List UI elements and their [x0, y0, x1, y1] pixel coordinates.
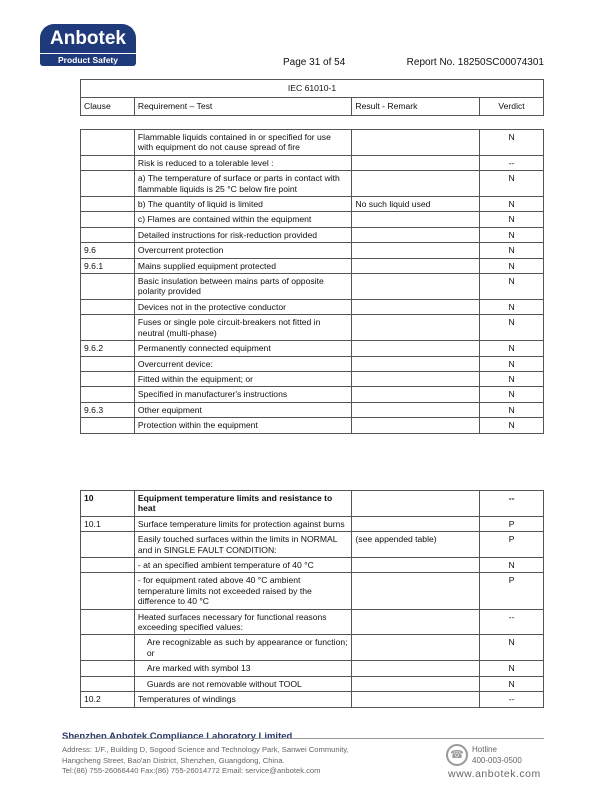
result-cell: [352, 402, 480, 417]
verdict-cell: N: [480, 418, 544, 433]
table-row: [81, 609, 544, 635]
verdict-cell: N: [480, 130, 544, 156]
verdict-cell: N: [480, 558, 544, 573]
requirement-cell: Are marked with symbol 13: [134, 661, 352, 676]
verdict-cell: P: [480, 532, 544, 558]
clause-cell: [81, 274, 135, 300]
clause-cell: 9.6.3: [81, 402, 135, 417]
requirement-cell: Specified in manufacturer's instructions: [134, 387, 352, 402]
verdict-cell: N: [480, 635, 544, 661]
col-requirement: Requirement – Test: [134, 98, 351, 116]
requirement-cell: Protection within the equipment: [134, 418, 352, 433]
requirement-cell: Mains supplied equipment protected: [134, 258, 352, 273]
verdict-cell: N: [480, 299, 544, 314]
clause-cell: 10.1: [81, 516, 135, 531]
result-cell: [352, 274, 480, 300]
clause-cell: [81, 197, 135, 212]
requirement-cell: Other equipment: [134, 402, 352, 417]
result-cell: [352, 676, 480, 691]
table-row: [81, 130, 544, 156]
page-number: Page 31 of 54: [283, 57, 346, 68]
result-cell: No such liquid used: [352, 197, 480, 212]
result-cell: [352, 387, 480, 402]
table-row: [81, 491, 544, 517]
result-cell: [352, 315, 480, 341]
table-row: [81, 371, 544, 386]
requirement-cell: Detailed instructions for risk-reduction provided: [134, 227, 352, 242]
result-cell: [352, 130, 480, 156]
result-cell: [352, 212, 480, 227]
result-cell: [352, 299, 480, 314]
result-cell: [352, 155, 480, 170]
verdict-cell: N: [480, 387, 544, 402]
verdict-cell: N: [480, 227, 544, 242]
clause-cell: [81, 315, 135, 341]
clause-cell: [81, 558, 135, 573]
requirement-cell: Basic insulation between mains parts of opposite polarity provided: [134, 274, 352, 300]
clause-cell: [81, 155, 135, 170]
table-row: [81, 341, 544, 356]
table-row: [81, 558, 544, 573]
verdict-cell: N: [480, 315, 544, 341]
clause-cell: [81, 387, 135, 402]
col-clause: Clause: [81, 98, 135, 116]
anbotek-logo: [40, 24, 136, 68]
requirements-table-1: [80, 129, 544, 434]
logo-tagline: Product Safety: [40, 53, 136, 66]
verdict-cell: N: [480, 371, 544, 386]
verdict-cell: N: [480, 661, 544, 676]
verdict-cell: N: [480, 243, 544, 258]
clause-cell: [81, 676, 135, 691]
requirement-cell: Surface temperature limits for protection against burns: [134, 516, 352, 531]
clause-cell: [81, 299, 135, 314]
report-number: Report No. 18250SC00074301: [406, 57, 544, 68]
verdict-cell: N: [480, 274, 544, 300]
clause-cell: [81, 418, 135, 433]
table-row: [81, 692, 544, 707]
verdict-cell: --: [480, 491, 544, 517]
clause-cell: 9.6: [81, 243, 135, 258]
verdict-cell: P: [480, 516, 544, 531]
requirement-cell: Overcurrent device:: [134, 356, 352, 371]
table-row: [81, 516, 544, 531]
requirement-cell: b) The quantity of liquid is limited: [134, 197, 352, 212]
clause-cell: [81, 635, 135, 661]
result-cell: (see appended table): [352, 532, 480, 558]
requirement-cell: Flammable liquids contained in or specified for use with equipment do not cause spread of fire: [134, 130, 352, 156]
result-cell: [352, 171, 480, 197]
clause-cell: [81, 609, 135, 635]
verdict-cell: N: [480, 676, 544, 691]
footer-divider: [62, 738, 544, 739]
requirement-cell: Equipment temperature limits and resistance to heat: [134, 491, 352, 517]
table-row: [81, 155, 544, 170]
table-row: [81, 532, 544, 558]
table-row: [81, 299, 544, 314]
table-row: [81, 573, 544, 609]
clause-cell: [81, 371, 135, 386]
result-cell: [352, 609, 480, 635]
verdict-cell: N: [480, 197, 544, 212]
table-row: [81, 418, 544, 433]
table-row: [81, 387, 544, 402]
clause-cell: [81, 356, 135, 371]
result-cell: [352, 692, 480, 707]
result-cell: [352, 661, 480, 676]
table-row: [81, 227, 544, 242]
requirement-cell: Temperatures of windings: [134, 692, 352, 707]
clause-cell: [81, 227, 135, 242]
requirements-table-2: [80, 490, 544, 708]
clause-cell: [81, 661, 135, 676]
clause-cell: [81, 573, 135, 609]
table-row: [81, 212, 544, 227]
footer-address: Address: 1/F., Building D, Sogood Science and Technology Park, Sanwei Community, Hangcheng Street, Bao'an District, Shenzhen, Guangdong, China. Tel:(86) 755-26066440 Fax:(86) 755-26014772 Email: service@anbotek.com: [62, 745, 349, 775]
requirement-cell: a) The temperature of surface or parts in contact with flammable liquids is 25 °C below fire point: [134, 171, 352, 197]
col-verdict: Verdict: [480, 98, 544, 116]
clause-cell: [81, 171, 135, 197]
requirement-cell: Devices not in the protective conductor: [134, 299, 352, 314]
result-cell: [352, 573, 480, 609]
requirement-cell: Fuses or single pole circuit-breakers not fitted in neutral (multi-phase): [134, 315, 352, 341]
requirement-cell: - for equipment rated above 40 °C ambient temperature limits not exceeded raised by the difference to 40 °C: [134, 573, 352, 609]
result-cell: [352, 418, 480, 433]
requirement-cell: Risk is reduced to a tolerable level :: [134, 155, 352, 170]
company-name: Shenzhen Anbotek Compliance Laboratory Limited: [62, 731, 293, 742]
table-row: [81, 258, 544, 273]
result-cell: [352, 516, 480, 531]
requirement-cell: Overcurrent protection: [134, 243, 352, 258]
requirement-cell: - at an specified ambient temperature of 40 °C: [134, 558, 352, 573]
result-cell: [352, 491, 480, 517]
result-cell: [352, 558, 480, 573]
requirement-cell: Fitted within the equipment; or: [134, 371, 352, 386]
requirement-cell: Heated surfaces necessary for functional reasons exceeding specified values:: [134, 609, 352, 635]
hotline: Hotline 400-003-0500: [472, 745, 522, 765]
result-cell: [352, 258, 480, 273]
table-row: [81, 676, 544, 691]
col-result: Result - Remark: [352, 98, 480, 116]
clause-cell: 9.6.1: [81, 258, 135, 273]
requirement-cell: Guards are not removable without TOOL: [134, 676, 352, 691]
result-cell: [352, 371, 480, 386]
website: www.anbotek.com: [448, 768, 541, 780]
table-row: [81, 197, 544, 212]
header-table: [80, 79, 544, 116]
table-row: [81, 315, 544, 341]
standard-title: IEC 61010-1: [81, 80, 544, 98]
verdict-cell: N: [480, 212, 544, 227]
clause-cell: [81, 212, 135, 227]
clause-cell: 9.6.2: [81, 341, 135, 356]
verdict-cell: --: [480, 609, 544, 635]
verdict-cell: N: [480, 258, 544, 273]
table-row: [81, 635, 544, 661]
requirement-cell: Permanently connected equipment: [134, 341, 352, 356]
table-row: [81, 661, 544, 676]
table-row: [81, 402, 544, 417]
verdict-cell: N: [480, 171, 544, 197]
requirement-cell: Are recognizable as such by appearance or function; or: [134, 635, 352, 661]
result-cell: [352, 635, 480, 661]
clause-cell: [81, 532, 135, 558]
requirement-cell: Easily touched surfaces within the limits in NORMAL and in SINGLE FAULT CONDITION:: [134, 532, 352, 558]
table-row: [81, 243, 544, 258]
verdict-cell: N: [480, 341, 544, 356]
logo-wordmark: Anbotek: [40, 24, 136, 53]
verdict-cell: P: [480, 573, 544, 609]
result-cell: [352, 341, 480, 356]
clause-cell: [81, 130, 135, 156]
phone-icon: ☎: [446, 744, 468, 766]
requirement-cell: c) Flames are contained within the equipment: [134, 212, 352, 227]
clause-cell: 10: [81, 491, 135, 517]
result-cell: [352, 356, 480, 371]
result-cell: [352, 227, 480, 242]
verdict-cell: --: [480, 692, 544, 707]
verdict-cell: N: [480, 402, 544, 417]
verdict-cell: N: [480, 356, 544, 371]
verdict-cell: --: [480, 155, 544, 170]
table-row: [81, 274, 544, 300]
result-cell: [352, 243, 480, 258]
table-row: [81, 356, 544, 371]
clause-cell: 10.2: [81, 692, 135, 707]
table-row: [81, 171, 544, 197]
